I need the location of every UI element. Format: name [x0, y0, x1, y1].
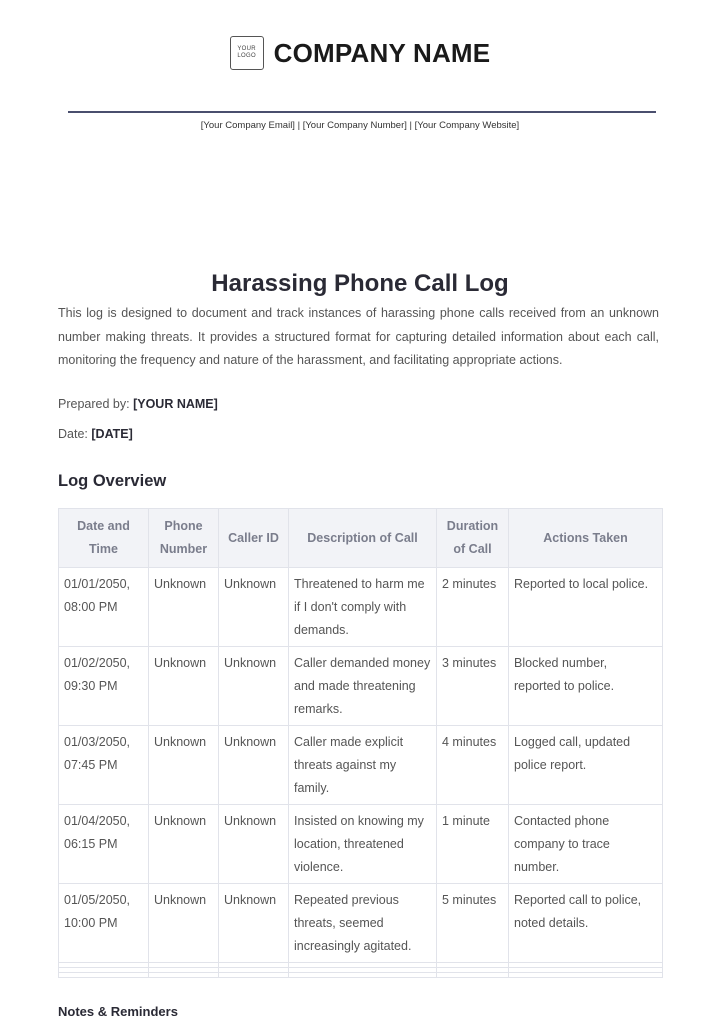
company-contact-line: [Your Company Email] | [Your Company Number] | [Your Company Website] [200, 120, 520, 131]
column-header-caller-id: Caller ID [219, 509, 289, 568]
logo-text-line2: LOGO [237, 53, 256, 59]
table-row [59, 884, 663, 963]
cell-date-time: 01/03/2050, 07:45 PM [59, 726, 149, 805]
logo-text-line1: YOUR [237, 46, 256, 52]
cell-date-time: 01/02/2050, 09:30 PM [59, 647, 149, 726]
column-header-phone-number: Phone Number [149, 509, 219, 568]
log-overview-heading: Log Overview [58, 472, 167, 490]
cell-description: Caller made explicit threats against my family. [289, 726, 437, 805]
company-logo [230, 36, 264, 70]
cell-caller-id: Unknown [219, 884, 289, 963]
cell-phone-number: Unknown [149, 568, 219, 647]
cell-duration: 4 minutes [437, 726, 509, 805]
cell-description: Repeated previous threats, seemed increasingly agitated. [289, 884, 437, 963]
document-intro: This log is designed to document and track instances of harassing phone calls received from an unknown number making threats. It provides a structured format for capturing detailed information about each call, monitoring the frequency and nature of the harassment, and facilitating appropriate actions. [58, 306, 659, 367]
document-date [58, 427, 133, 441]
table-row [59, 805, 663, 884]
cell-phone-number: Unknown [149, 805, 219, 884]
cell-caller-id: Unknown [219, 726, 289, 805]
column-header-description: Description of Call [289, 509, 437, 568]
cell-duration: 5 minutes [437, 884, 509, 963]
date-label: Date: [58, 427, 88, 441]
table-header-row [59, 509, 663, 568]
prepared-by-label: Prepared by: [58, 397, 130, 411]
column-header-duration: Duration of Call [437, 509, 509, 568]
cell-actions: Reported to local police. [509, 568, 663, 647]
cell-phone-number: Unknown [149, 884, 219, 963]
notes-heading: Notes & Reminders [58, 1004, 178, 1019]
cell-date-time: 01/01/2050, 08:00 PM [59, 568, 149, 647]
cell-duration: 3 minutes [437, 647, 509, 726]
cell-actions: Logged call, updated police report. [509, 726, 663, 805]
cell-caller-id: Unknown [219, 647, 289, 726]
cell-date-time: 01/04/2050, 06:15 PM [59, 805, 149, 884]
call-log-table [58, 508, 663, 978]
header-divider [68, 111, 656, 113]
table-row [59, 568, 663, 647]
letterhead [0, 36, 720, 70]
cell-phone-number: Unknown [149, 647, 219, 726]
column-header-actions: Actions Taken [509, 509, 663, 568]
prepared-by [58, 397, 218, 411]
cell-caller-id: Unknown [219, 568, 289, 647]
cell-duration: 1 minute [437, 805, 509, 884]
cell-date-time: 01/05/2050, 10:00 PM [59, 884, 149, 963]
empty-table-row [59, 973, 663, 978]
table-row [59, 726, 663, 805]
cell-actions: Reported call to police, noted details. [509, 884, 663, 963]
cell-actions: Blocked number, reported to police. [509, 647, 663, 726]
logo-row [0, 36, 720, 70]
table-row [59, 647, 663, 726]
cell-description: Insisted on knowing my location, threatened violence. [289, 805, 437, 884]
cell-phone-number: Unknown [149, 726, 219, 805]
cell-actions: Contacted phone company to trace number. [509, 805, 663, 884]
cell-duration: 2 minutes [437, 568, 509, 647]
cell-description: Caller demanded money and made threatening remarks. [289, 647, 437, 726]
document-title: Harassing Phone Call Log [211, 270, 509, 297]
column-header-date-time: Date and Time [59, 509, 149, 568]
cell-caller-id: Unknown [219, 805, 289, 884]
prepared-by-value: [YOUR NAME] [133, 397, 218, 411]
company-name: COMPANY NAME [273, 37, 491, 68]
date-value: [DATE] [91, 427, 133, 441]
cell-description: Threatened to harm me if I don't comply with demands. [289, 568, 437, 647]
